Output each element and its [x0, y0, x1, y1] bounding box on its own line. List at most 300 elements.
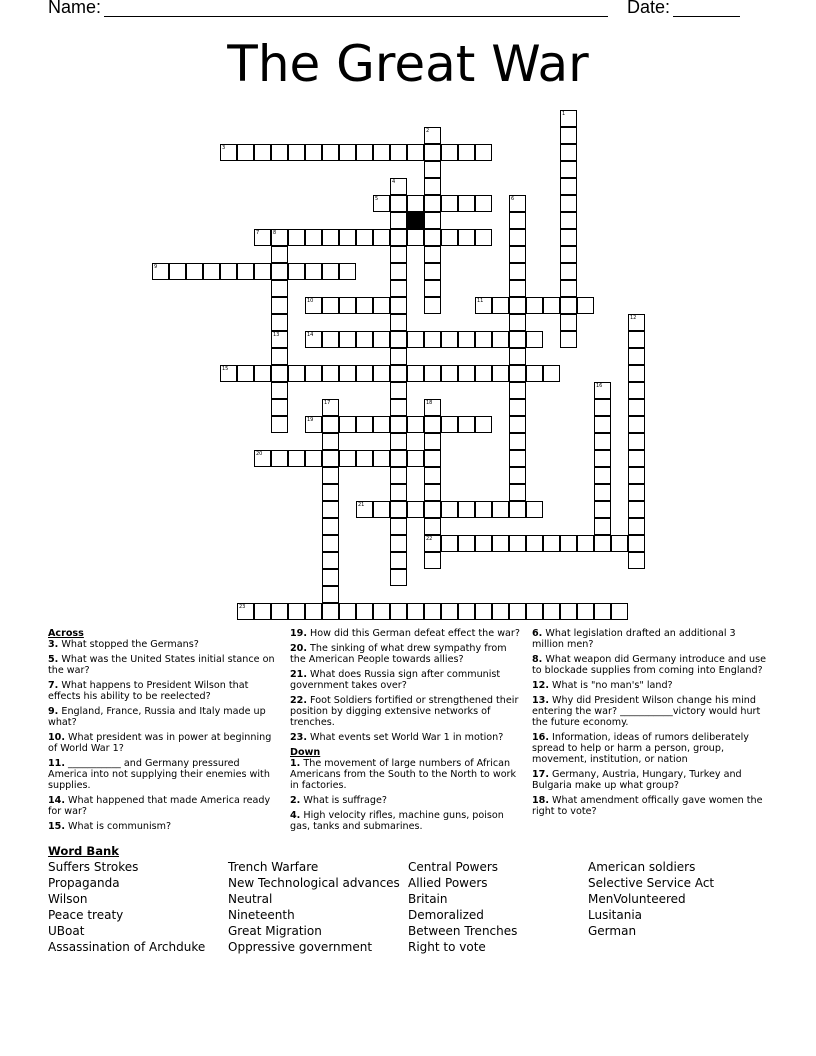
- grid-cell[interactable]: [628, 331, 645, 348]
- grid-cell[interactable]: [526, 297, 543, 314]
- grid-cell[interactable]: [390, 535, 407, 552]
- grid-cell[interactable]: [509, 416, 526, 433]
- clue-number: 20.: [290, 643, 307, 654]
- grid-cell[interactable]: [543, 297, 560, 314]
- grid-cell[interactable]: [322, 603, 339, 620]
- grid-cell[interactable]: [492, 365, 509, 382]
- grid-cell[interactable]: [560, 212, 577, 229]
- grid-cell[interactable]: [390, 484, 407, 501]
- grid-cell[interactable]: [509, 229, 526, 246]
- grid-cell[interactable]: [441, 501, 458, 518]
- grid-cell[interactable]: [441, 195, 458, 212]
- grid-cell[interactable]: [356, 297, 373, 314]
- grid-cell[interactable]: [373, 331, 390, 348]
- grid-cell[interactable]: [322, 433, 339, 450]
- grid-cell[interactable]: [628, 433, 645, 450]
- grid-cell[interactable]: [424, 365, 441, 382]
- clue-text: Germany, Austria, Hungary, Turkey and Bulgaria make up what group?: [532, 769, 742, 791]
- grid-cell[interactable]: [424, 280, 441, 297]
- grid-cell[interactable]: [628, 416, 645, 433]
- clue-number: 8.: [532, 654, 543, 665]
- grid-cell[interactable]: [560, 246, 577, 263]
- grid-cell[interactable]: [373, 450, 390, 467]
- grid-cell[interactable]: [373, 416, 390, 433]
- grid-cell[interactable]: [254, 263, 271, 280]
- grid-cell[interactable]: [390, 314, 407, 331]
- grid-cell[interactable]: [373, 365, 390, 382]
- grid-cell[interactable]: [560, 195, 577, 212]
- grid-cell[interactable]: [322, 144, 339, 161]
- clues-column-2: [290, 628, 523, 836]
- clue-text: High velocity rifles, machine guns, poison gas, tanks and submarines.: [290, 810, 504, 832]
- grid-cell[interactable]: [407, 603, 424, 620]
- grid-cell[interactable]: [390, 280, 407, 297]
- grid-cell[interactable]: [271, 348, 288, 365]
- grid-cell[interactable]: [560, 127, 577, 144]
- grid-cell[interactable]: [305, 144, 322, 161]
- grid-clue-number: 13: [273, 332, 280, 338]
- grid-cell[interactable]: [322, 484, 339, 501]
- grid-cell[interactable]: [356, 331, 373, 348]
- grid-cell[interactable]: [492, 501, 509, 518]
- word-bank-item: Propaganda: [48, 876, 120, 890]
- grid-cell[interactable]: [339, 450, 356, 467]
- grid-cell[interactable]: [271, 280, 288, 297]
- grid-cell[interactable]: [390, 297, 407, 314]
- grid-cell[interactable]: [594, 484, 611, 501]
- grid-cell[interactable]: [254, 365, 271, 382]
- grid-cell[interactable]: [390, 518, 407, 535]
- clue-number: 18.: [532, 795, 549, 806]
- grid-cell[interactable]: [322, 552, 339, 569]
- grid-cell[interactable]: [628, 382, 645, 399]
- grid-cell[interactable]: [305, 603, 322, 620]
- clue-number: 5.: [48, 654, 59, 665]
- grid-cell[interactable]: [424, 518, 441, 535]
- grid-cell[interactable]: [560, 535, 577, 552]
- clue-text: Information, ideas of rumors deliberately spread to help or harm a person, group, movement, institution, or nation: [532, 732, 749, 765]
- grid-cell[interactable]: [492, 331, 509, 348]
- grid-cell[interactable]: [509, 314, 526, 331]
- grid-cell[interactable]: [407, 365, 424, 382]
- grid-cell[interactable]: [424, 161, 441, 178]
- grid-cell[interactable]: [271, 263, 288, 280]
- grid-cell[interactable]: [492, 297, 509, 314]
- grid-cell[interactable]: [577, 535, 594, 552]
- grid-cell[interactable]: [628, 552, 645, 569]
- grid-cell[interactable]: [322, 518, 339, 535]
- grid-cell[interactable]: [611, 603, 628, 620]
- page-title: The Great War: [227, 35, 589, 93]
- grid-clue-number: 14: [307, 332, 314, 338]
- clue-item: [48, 732, 280, 754]
- grid-cell[interactable]: [543, 535, 560, 552]
- grid-cell[interactable]: [390, 501, 407, 518]
- grid-cell[interactable]: [560, 280, 577, 297]
- grid-cell[interactable]: [271, 297, 288, 314]
- clue-text: ___________ and Germany pressured America into not supplying their enemies with supplies.: [48, 758, 270, 791]
- grid-cell[interactable]: [492, 603, 509, 620]
- clue-item: [290, 795, 523, 806]
- grid-cell[interactable]: [424, 501, 441, 518]
- grid-cell[interactable]: [509, 280, 526, 297]
- grid-cell[interactable]: [526, 501, 543, 518]
- grid-cell[interactable]: [356, 144, 373, 161]
- grid-cell[interactable]: [509, 433, 526, 450]
- grid-cell[interactable]: [509, 484, 526, 501]
- grid-cell[interactable]: [475, 535, 492, 552]
- grid-cell[interactable]: [509, 501, 526, 518]
- grid-cell[interactable]: [390, 399, 407, 416]
- grid-cell[interactable]: [628, 365, 645, 382]
- grid-cell[interactable]: [339, 144, 356, 161]
- grid-cell[interactable]: [356, 229, 373, 246]
- grid-cell[interactable]: [441, 603, 458, 620]
- grid-cell[interactable]: [628, 518, 645, 535]
- grid-cell[interactable]: [288, 603, 305, 620]
- down-clues: [290, 758, 523, 832]
- grid-cell[interactable]: [577, 297, 594, 314]
- grid-cell[interactable]: [441, 416, 458, 433]
- grid-cell[interactable]: [628, 399, 645, 416]
- grid-cell[interactable]: [560, 297, 577, 314]
- grid-cell[interactable]: [424, 195, 441, 212]
- grid-cell[interactable]: [424, 297, 441, 314]
- grid-cell[interactable]: [254, 144, 271, 161]
- grid-cell[interactable]: [594, 399, 611, 416]
- grid-clue-number: 7: [256, 230, 260, 236]
- grid-cell[interactable]: [271, 382, 288, 399]
- grid-cell[interactable]: [458, 365, 475, 382]
- grid-cell[interactable]: [458, 331, 475, 348]
- clue-item: [532, 769, 770, 791]
- clue-number: 13.: [532, 695, 549, 706]
- grid-cell[interactable]: [628, 450, 645, 467]
- grid-clue-number: 22: [426, 536, 433, 542]
- name-label: Name:: [48, 0, 102, 17]
- clue-text: What does Russia sign after communist government takes over?: [290, 669, 501, 691]
- clue-number: 16.: [532, 732, 549, 743]
- grid-cell[interactable]: [543, 603, 560, 620]
- grid-cell[interactable]: [407, 144, 424, 161]
- grid-cell[interactable]: [594, 535, 611, 552]
- grid-cell[interactable]: [373, 297, 390, 314]
- grid-cell[interactable]: [271, 450, 288, 467]
- clue-number: 9.: [48, 706, 59, 717]
- clue-item: [532, 654, 770, 676]
- clue-text: Foot Soldiers fortified or strengthened their position by digging extensive networks of trenches.: [290, 695, 519, 728]
- grid-cell[interactable]: [492, 535, 509, 552]
- grid-cell[interactable]: [390, 246, 407, 263]
- grid-cell[interactable]: [458, 195, 475, 212]
- clue-number: 3.: [48, 639, 59, 650]
- grid-cell[interactable]: [271, 365, 288, 382]
- grid-cell[interactable]: [509, 382, 526, 399]
- grid-cell[interactable]: [271, 246, 288, 263]
- grid-cell[interactable]: [424, 229, 441, 246]
- clue-item: [532, 732, 770, 765]
- grid-cell[interactable]: [594, 501, 611, 518]
- grid-cell[interactable]: [424, 178, 441, 195]
- grid-cell[interactable]: [475, 603, 492, 620]
- grid-cell[interactable]: [509, 331, 526, 348]
- grid-cell[interactable]: [271, 399, 288, 416]
- grid-cell[interactable]: [203, 263, 220, 280]
- grid-cell[interactable]: [424, 263, 441, 280]
- grid-cell[interactable]: [390, 603, 407, 620]
- grid-cell[interactable]: [322, 331, 339, 348]
- clue-item: [532, 695, 770, 728]
- grid-clue-number: 18: [426, 400, 433, 406]
- grid-cell[interactable]: [356, 603, 373, 620]
- grid-cell[interactable]: [305, 229, 322, 246]
- grid-cell[interactable]: [339, 365, 356, 382]
- grid-cell[interactable]: [407, 229, 424, 246]
- grid-cell[interactable]: [322, 297, 339, 314]
- grid-cell[interactable]: [560, 331, 577, 348]
- grid-cell[interactable]: [424, 212, 441, 229]
- grid-cell[interactable]: [509, 603, 526, 620]
- grid-cell[interactable]: [560, 161, 577, 178]
- grid-cell[interactable]: [271, 144, 288, 161]
- word-bank-item: Demoralized: [408, 908, 484, 922]
- grid-cell[interactable]: [509, 365, 526, 382]
- clue-item: [48, 639, 280, 650]
- grid-cell[interactable]: [288, 144, 305, 161]
- grid-cell[interactable]: [424, 552, 441, 569]
- grid-cell[interactable]: [407, 331, 424, 348]
- grid-cell[interactable]: [560, 314, 577, 331]
- grid-cell[interactable]: [237, 263, 254, 280]
- grid-cell[interactable]: [220, 263, 237, 280]
- grid-cell[interactable]: [560, 178, 577, 195]
- grid-cell[interactable]: [322, 586, 339, 603]
- grid-cell[interactable]: [288, 263, 305, 280]
- grid-cell[interactable]: [475, 416, 492, 433]
- grid-cell[interactable]: [339, 331, 356, 348]
- grid-cell[interactable]: [458, 144, 475, 161]
- grid-cell[interactable]: [390, 416, 407, 433]
- grid-cell[interactable]: [594, 603, 611, 620]
- down-clues-continued: [532, 628, 770, 817]
- grid-cell[interactable]: [322, 467, 339, 484]
- grid-cell[interactable]: [475, 365, 492, 382]
- grid-cell[interactable]: [407, 416, 424, 433]
- word-bank-item: Suffers Strokes: [48, 860, 139, 874]
- word-bank-item: MenVolunteered: [588, 892, 686, 906]
- clue-text: England, France, Russia and Italy made up what?: [48, 706, 266, 728]
- grid-cell[interactable]: [322, 263, 339, 280]
- grid-cell[interactable]: [424, 450, 441, 467]
- grid-cell[interactable]: [288, 365, 305, 382]
- grid-cell[interactable]: [356, 450, 373, 467]
- grid-cell[interactable]: [441, 535, 458, 552]
- grid-cell[interactable]: [509, 467, 526, 484]
- grid-cell[interactable]: [560, 263, 577, 280]
- grid-cell[interactable]: [424, 484, 441, 501]
- grid-cell[interactable]: [509, 212, 526, 229]
- grid-cell[interactable]: [322, 450, 339, 467]
- clue-text: What legislation drafted an additional 3 million men?: [532, 628, 736, 650]
- grid-cell[interactable]: [424, 467, 441, 484]
- grid-cell[interactable]: [390, 229, 407, 246]
- grid-clue-number: 5: [375, 196, 379, 202]
- grid-clue-number: 10: [307, 298, 314, 304]
- grid-cell[interactable]: [339, 229, 356, 246]
- grid-cell[interactable]: [509, 246, 526, 263]
- grid-cell[interactable]: [424, 603, 441, 620]
- grid-cell[interactable]: [441, 144, 458, 161]
- word-bank-item: UBoat: [48, 924, 85, 938]
- grid-cell[interactable]: [305, 365, 322, 382]
- grid-cell[interactable]: [458, 501, 475, 518]
- grid-cell[interactable]: [373, 501, 390, 518]
- clue-number: 10.: [48, 732, 65, 743]
- grid-cell[interactable]: [441, 365, 458, 382]
- grid-cell[interactable]: [560, 603, 577, 620]
- grid-cell[interactable]: [407, 501, 424, 518]
- grid-cell[interactable]: [305, 450, 322, 467]
- grid-cell[interactable]: [475, 144, 492, 161]
- word-bank-item: Oppressive government: [228, 940, 373, 954]
- grid-cell[interactable]: [237, 144, 254, 161]
- grid-cell[interactable]: [543, 365, 560, 382]
- grid-cell[interactable]: [594, 518, 611, 535]
- grid-cell[interactable]: [390, 144, 407, 161]
- grid-cell[interactable]: [628, 484, 645, 501]
- grid-cell[interactable]: [475, 501, 492, 518]
- grid-cell[interactable]: [271, 603, 288, 620]
- clue-text: Why did President Wilson change his mind entering the war? ___________victory would hurt the future economy.: [532, 695, 761, 728]
- grid-cell[interactable]: [390, 382, 407, 399]
- grid-cell[interactable]: [322, 365, 339, 382]
- clue-item: [532, 680, 770, 691]
- word-bank-item: Right to vote: [408, 940, 486, 954]
- grid-cell[interactable]: [424, 416, 441, 433]
- grid-cell[interactable]: [339, 416, 356, 433]
- clue-number: 14.: [48, 795, 65, 806]
- grid-cell[interactable]: [424, 433, 441, 450]
- grid-cell[interactable]: [509, 297, 526, 314]
- grid-cell[interactable]: [407, 195, 424, 212]
- grid-cell[interactable]: [594, 416, 611, 433]
- grid-cell[interactable]: [628, 501, 645, 518]
- grid-cell[interactable]: [628, 467, 645, 484]
- grid-cell[interactable]: [339, 297, 356, 314]
- grid-cell[interactable]: [339, 263, 356, 280]
- grid-cell[interactable]: [441, 331, 458, 348]
- grid-cell[interactable]: [441, 229, 458, 246]
- grid-cell[interactable]: [475, 195, 492, 212]
- grid-cell[interactable]: [509, 450, 526, 467]
- grid-cell[interactable]: [577, 603, 594, 620]
- grid-cell[interactable]: [356, 416, 373, 433]
- grid-cell[interactable]: [475, 331, 492, 348]
- grid-cell[interactable]: [169, 263, 186, 280]
- grid-cell[interactable]: [628, 535, 645, 552]
- grid-cell[interactable]: [560, 229, 577, 246]
- clue-number: 4.: [290, 810, 301, 821]
- grid-cell[interactable]: [526, 603, 543, 620]
- grid-cell[interactable]: [254, 603, 271, 620]
- grid-cell[interactable]: [509, 399, 526, 416]
- clue-item: [532, 795, 770, 817]
- grid-cell[interactable]: [424, 331, 441, 348]
- grid-cell[interactable]: [458, 603, 475, 620]
- grid-cell[interactable]: [322, 535, 339, 552]
- word-bank-item: Neutral: [228, 892, 273, 906]
- grid-cell[interactable]: [390, 450, 407, 467]
- grid-cell[interactable]: [526, 535, 543, 552]
- grid-cell[interactable]: [390, 365, 407, 382]
- grid-cell[interactable]: [288, 450, 305, 467]
- grid-cell[interactable]: [339, 603, 356, 620]
- grid-cell[interactable]: [458, 229, 475, 246]
- grid-cell[interactable]: [271, 416, 288, 433]
- word-bank-item: New Technological advances: [228, 876, 400, 890]
- grid-cell[interactable]: [237, 365, 254, 382]
- clues-column-3: [532, 628, 770, 821]
- grid-cell[interactable]: [390, 569, 407, 586]
- grid-cell[interactable]: [390, 348, 407, 365]
- grid-cell[interactable]: [594, 450, 611, 467]
- grid-cell[interactable]: [424, 246, 441, 263]
- grid-cell[interactable]: [594, 433, 611, 450]
- grid-cell[interactable]: [628, 348, 645, 365]
- clue-number: 21.: [290, 669, 307, 680]
- grid-cell[interactable]: [390, 331, 407, 348]
- word-bank-item: Nineteenth: [228, 908, 295, 922]
- grid-cell[interactable]: [373, 229, 390, 246]
- grid-cell[interactable]: [322, 229, 339, 246]
- grid-cell[interactable]: [390, 433, 407, 450]
- grid-cell[interactable]: [509, 348, 526, 365]
- grid-cell[interactable]: [322, 569, 339, 586]
- grid-cell[interactable]: [458, 416, 475, 433]
- grid-cell[interactable]: [390, 552, 407, 569]
- grid-cell[interactable]: [390, 212, 407, 229]
- grid-cell[interactable]: [458, 535, 475, 552]
- clue-number: 7.: [48, 680, 59, 691]
- clue-number: 12.: [532, 680, 549, 691]
- grid-cell[interactable]: [288, 229, 305, 246]
- grid-cell[interactable]: [509, 263, 526, 280]
- clue-item: [290, 643, 523, 665]
- grid-cell[interactable]: [186, 263, 203, 280]
- grid-cell[interactable]: [475, 229, 492, 246]
- grid-cell[interactable]: [407, 450, 424, 467]
- grid-cell[interactable]: [594, 467, 611, 484]
- grid-cell[interactable]: [373, 144, 390, 161]
- grid-cell[interactable]: [390, 263, 407, 280]
- grid-cell[interactable]: [322, 416, 339, 433]
- grid-cell[interactable]: [305, 263, 322, 280]
- grid-cell[interactable]: [424, 144, 441, 161]
- grid-cell[interactable]: [509, 535, 526, 552]
- grid-cell[interactable]: [611, 535, 628, 552]
- grid-cell[interactable]: [390, 467, 407, 484]
- clue-text: What amendment offically gave women the right to vote?: [532, 795, 763, 817]
- word-bank-item: Between Trenches: [408, 924, 518, 938]
- grid-cell[interactable]: [560, 144, 577, 161]
- grid-cell[interactable]: [356, 365, 373, 382]
- grid-cell[interactable]: [526, 365, 543, 382]
- grid-cell[interactable]: [271, 314, 288, 331]
- grid-cell[interactable]: [526, 331, 543, 348]
- grid-cell[interactable]: [373, 603, 390, 620]
- grid-cell[interactable]: [322, 501, 339, 518]
- grid-cell[interactable]: [390, 195, 407, 212]
